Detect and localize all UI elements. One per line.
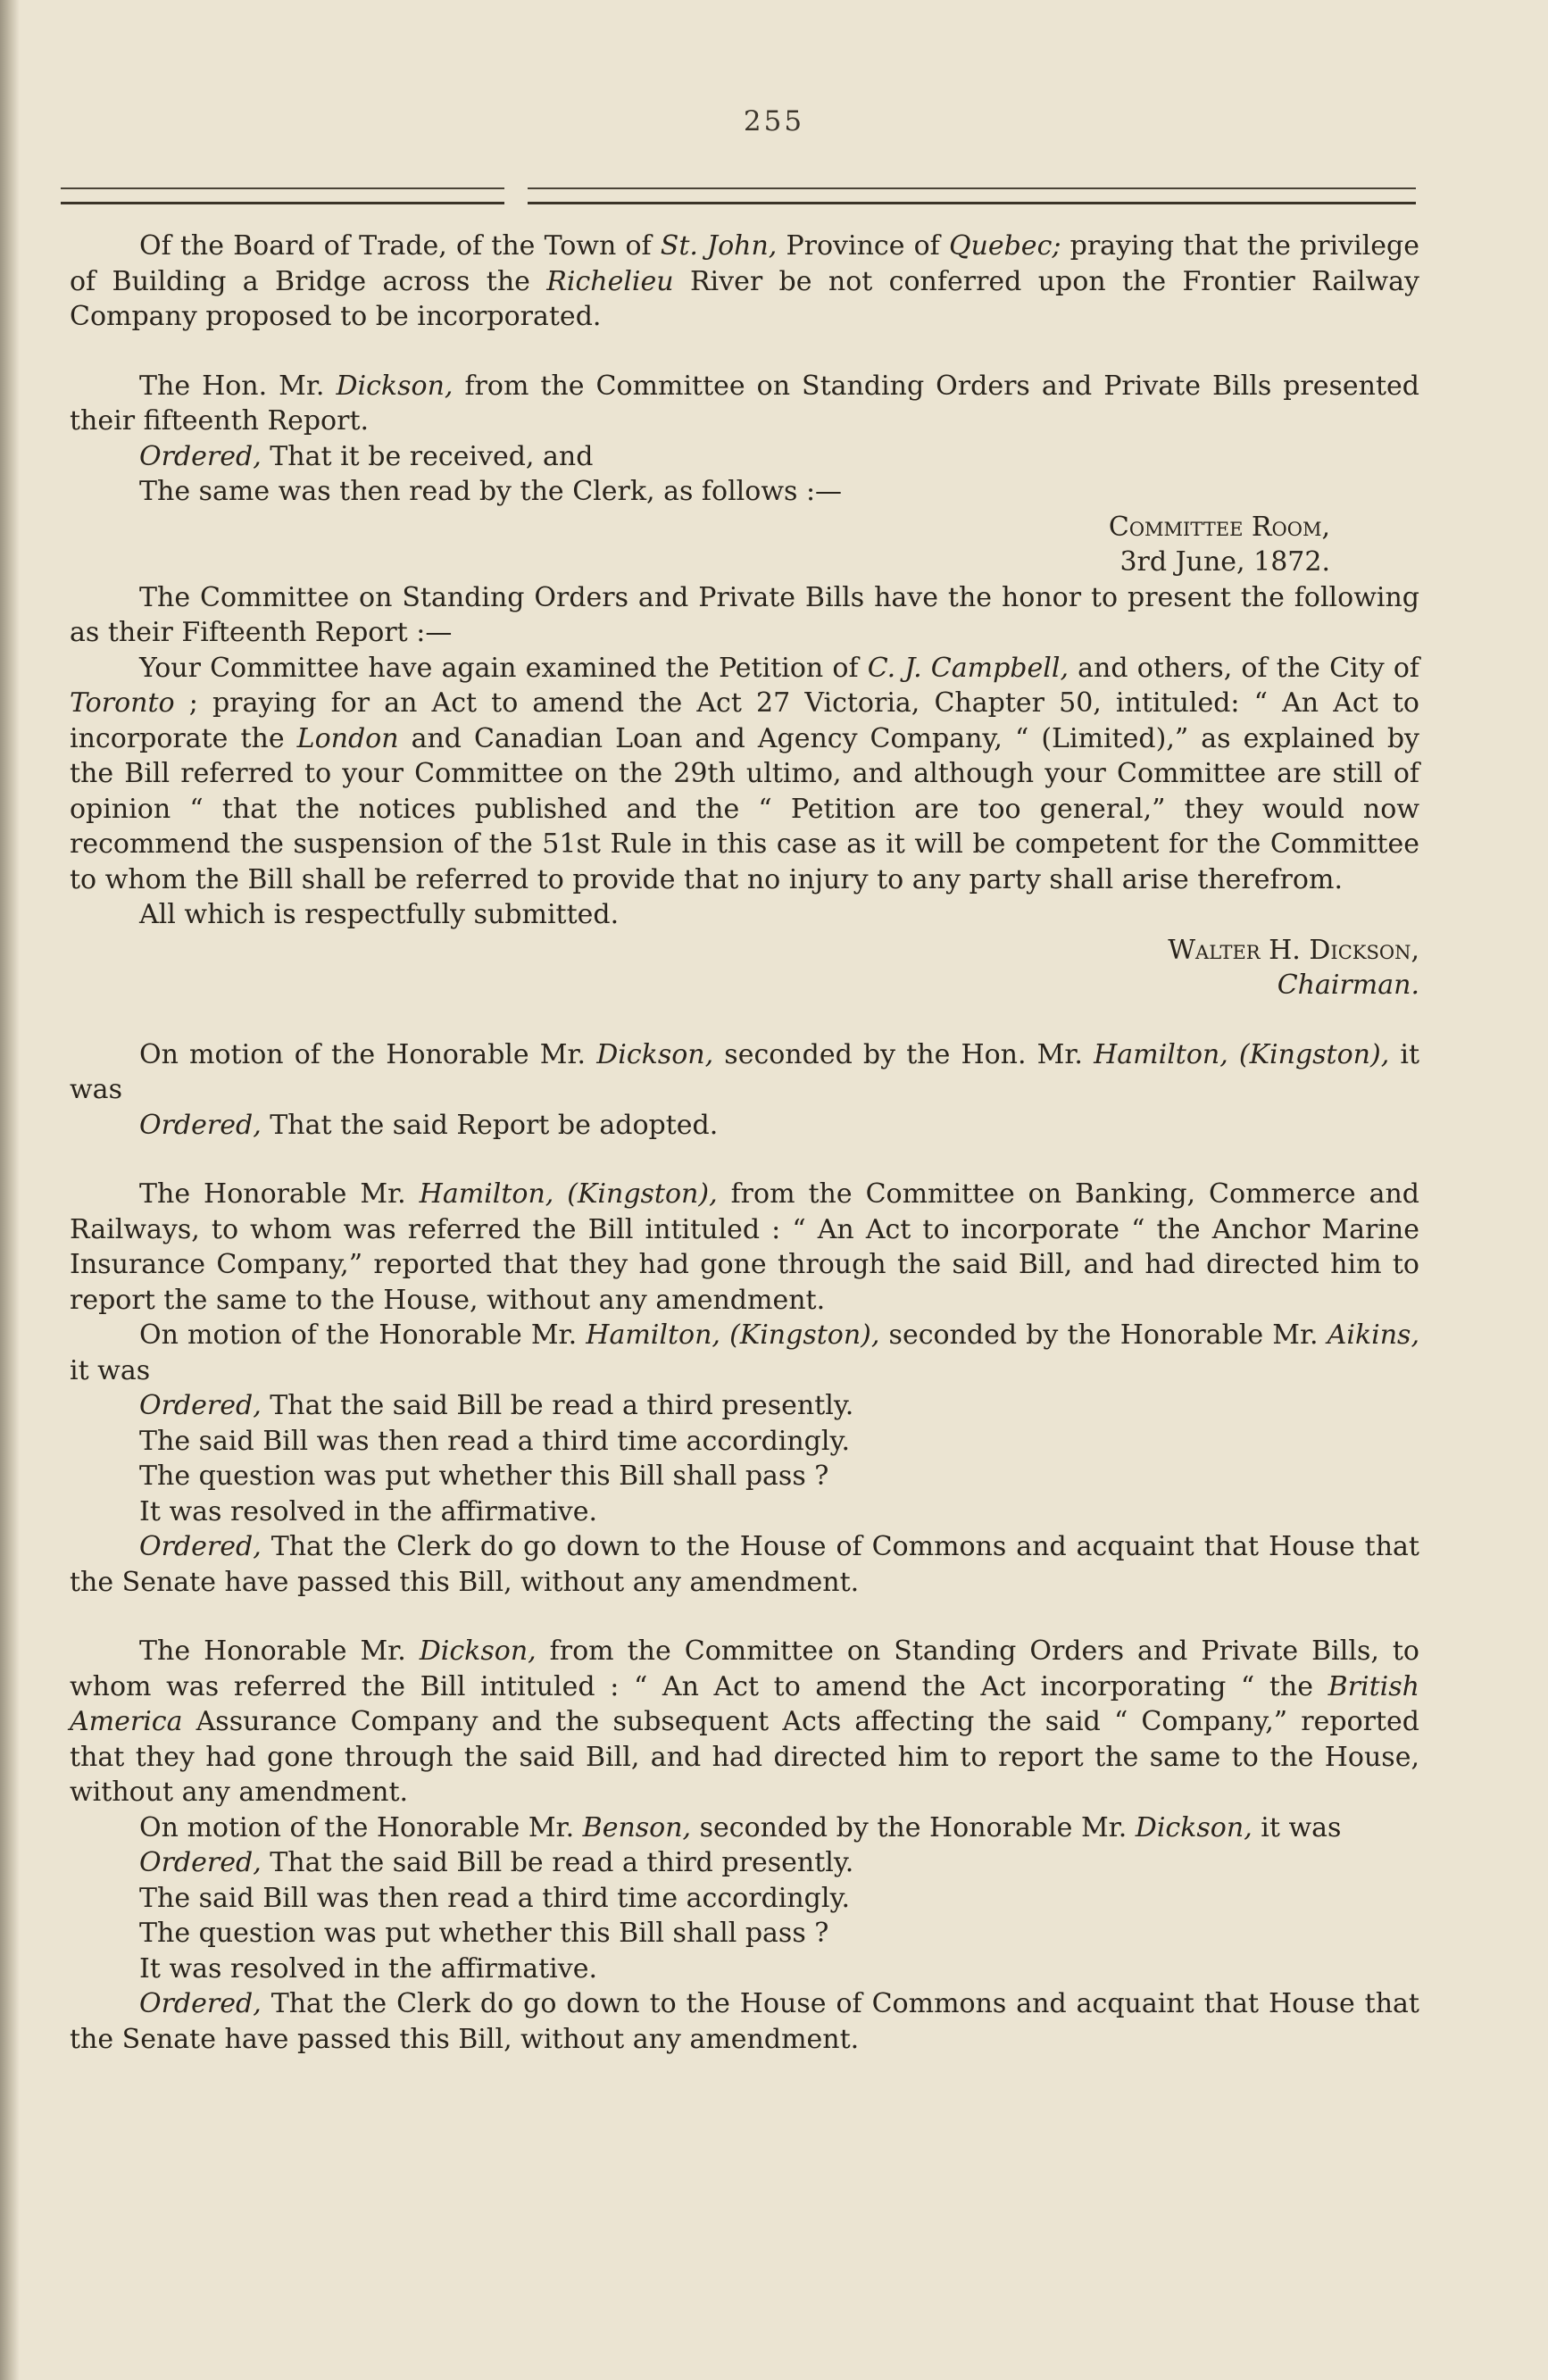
committee-room-heading	[70, 510, 1419, 580]
signature-title	[70, 968, 1419, 1003]
motion-paragraph	[70, 1037, 1419, 1108]
text-run: it was	[70, 1038, 1420, 1105]
text-run: On motion of the Honorable Mr.	[139, 1319, 587, 1351]
page-binding-shadow	[0, 0, 20, 2380]
text-run: The Honorable Mr.	[139, 1635, 420, 1667]
resolved-paragraph: It was resolved in the affirmative.	[139, 1495, 598, 1527]
italic-place-name: St. John,	[660, 230, 778, 262]
italic-ordered: Ordered,	[139, 1531, 262, 1562]
italic-name: Hamilton,	[586, 1319, 720, 1351]
italic-place-name: London	[296, 722, 399, 754]
committee-room-label: Committee Room,	[1108, 511, 1330, 543]
document-body	[70, 229, 1419, 2057]
report-intro-paragraph: The Committee on Standing Orders and Private Bills have the honor to present the following as their Fifteenth Report :—	[70, 581, 1419, 648]
ordered-third-reading-paragraph	[70, 1845, 1419, 1881]
italic-ordered: Ordered,	[139, 1390, 262, 1421]
italic-place-name: Quebec;	[948, 230, 1061, 262]
italic-name: Dickson,	[1135, 1811, 1253, 1843]
report-date: 3rd June, 1872.	[1119, 546, 1330, 578]
text-run: The Honorable Mr.	[139, 1178, 420, 1210]
italic-name: Dickson,	[596, 1038, 714, 1070]
submitted-paragraph: All which is respectfully submitted.	[139, 899, 620, 930]
resolved-paragraph: It was resolved in the affirmative.	[139, 1952, 598, 1985]
text-run: That the Clerk do go down to the House of Commons and acquaint that House that the Senate have passed this Bill, without any amendment.	[70, 1531, 1419, 1598]
ordered-clerk-paragraph	[70, 1529, 1419, 1600]
text-run: The Hon. Mr.	[139, 370, 337, 402]
petition-paragraph	[70, 229, 1419, 335]
ordered-clerk-paragraph	[70, 1986, 1419, 2057]
page-number: 255	[743, 105, 805, 137]
text-run: from the Committee on Banking, Commerce and Railways, to whom was referred the Bill intituled : “ An Act to incorporate “ the Anchor Marine Insurance Company,” reported that they had gone through the said Bill, and had directed him to report the same to the House, without any amendment.	[70, 1178, 1419, 1316]
text-run: On motion of the Honorable Mr.	[139, 1811, 583, 1843]
third-reading-paragraph: The said Bill was then read a third time accordingly.	[139, 1882, 850, 1914]
ordered-third-reading-paragraph	[70, 1388, 1419, 1424]
report-presented-paragraph	[70, 369, 1419, 439]
italic-place-name: (Kingston),	[729, 1319, 880, 1351]
italic-name: Hamilton,	[419, 1178, 554, 1210]
italic-place-name: (Kingston),	[1238, 1038, 1390, 1070]
text-run: from the Committee on Standing Orders and Private Bills presented their fifteenth Report.	[70, 370, 1420, 437]
italic-name: Hamilton,	[1094, 1038, 1228, 1070]
ordered-adopted-paragraph	[70, 1108, 1419, 1144]
italic-name: Dickson,	[419, 1635, 537, 1667]
spacer	[70, 1600, 1419, 1634]
italic-name: C. J. Campbell,	[867, 652, 1069, 684]
text-run: from the Committee on Standing Orders and Private Bills, to whom was referred the Bill intituled : “ An Act to amend the Act incorporating “ the	[70, 1635, 1419, 1702]
text-run: River be not conferred upon the Frontier Railway Company proposed to be incorporated.	[70, 265, 1420, 332]
spacer	[70, 1003, 1419, 1037]
text-run: and Canadian Loan and Agency Company, “ (Limited),” as explained by the Bill referred to your Committee on the 29th ultimo, and although your Committee are still of opinion “ that the notices published and the “ Petition are too general,” they would now recommend the suspension of the 51st Rule in this case as it will be competent for the Committee to whom the Bill shall be referred to provide that no injury to any party shall arise therefrom.	[70, 722, 1419, 895]
text-run: Assurance Company and the subsequent Acts affecting the said “ Company,” reported that they had gone through the said Bill, and had directed him to report the same to the House, without any amendment.	[70, 1706, 1419, 1808]
text-run: seconded by the Honorable Mr.	[879, 1319, 1327, 1351]
spacer	[70, 335, 1419, 369]
italic-name: Benson,	[582, 1811, 692, 1843]
text-run: On motion of the Honorable Mr.	[139, 1038, 597, 1070]
signature-name: Walter H. Dickson,	[1168, 934, 1419, 966]
italic-river-name: Richelieu	[546, 265, 674, 297]
italic-ordered: Ordered,	[139, 440, 262, 472]
question-paragraph: The question was put whether this Bill shall pass ?	[139, 1918, 829, 1949]
motion-paragraph	[70, 1810, 1419, 1846]
ordered-received-paragraph	[70, 439, 1419, 475]
text-run: Province of	[777, 230, 949, 262]
third-reading-paragraph: The said Bill was then read a third time accordingly.	[139, 1425, 850, 1457]
text-run: it was	[70, 1354, 151, 1386]
text-run: it was	[1252, 1811, 1342, 1843]
italic-company-name: British America	[70, 1670, 1419, 1737]
italic-place-name: (Kingston),	[567, 1178, 718, 1210]
header-rule-gap	[504, 183, 528, 206]
text-run: seconded by the Hon. Mr.	[713, 1038, 1094, 1070]
italic-ordered: Ordered,	[139, 1847, 262, 1878]
text-run: seconded by the Honorable Mr.	[691, 1811, 1136, 1843]
spacer	[70, 1143, 1419, 1177]
text-run: and others, of the City of	[1068, 652, 1419, 684]
motion-paragraph	[70, 1318, 1419, 1388]
text-run: Of the Board of Trade, of the Town of	[139, 230, 661, 262]
text-run: That the said Bill be read a third presently.	[261, 1390, 854, 1421]
italic-place-name: Toronto	[70, 687, 175, 719]
text-run: That the Clerk do go down to the House of Commons and acquaint that House that the Senate have passed this Bill, without any amendment.	[70, 1988, 1419, 2055]
italic-ordered: Ordered,	[139, 1109, 262, 1141]
text-run: That the said Report be adopted.	[261, 1109, 719, 1141]
text-run: Your Committee have again examined the Petition of	[139, 652, 868, 684]
report-body-paragraph	[70, 651, 1419, 898]
text-run: That it be received, and	[261, 440, 594, 472]
text-run: That the said Bill be read a third presently.	[261, 1847, 854, 1878]
italic-ordered: Ordered,	[139, 1988, 262, 2019]
header-rule	[61, 187, 1416, 204]
bill-report-paragraph	[70, 1177, 1419, 1318]
text-run: praying that the privilege of Building a Bridge across the	[70, 230, 1419, 297]
italic-name: Dickson,	[336, 370, 454, 402]
question-paragraph: The question was put whether this Bill shall pass ?	[139, 1460, 829, 1492]
read-by-clerk-paragraph: The same was then read by the Clerk, as follows :—	[139, 476, 843, 507]
italic-title: Chairman.	[1277, 969, 1419, 1001]
bill-report-paragraph	[70, 1634, 1419, 1810]
italic-name: Aikins,	[1327, 1319, 1419, 1351]
text-run: ; praying for an Act to amend the Act 27 Victoria, Chapter 50, intituled: “ An Act to incorporate the	[70, 687, 1419, 754]
